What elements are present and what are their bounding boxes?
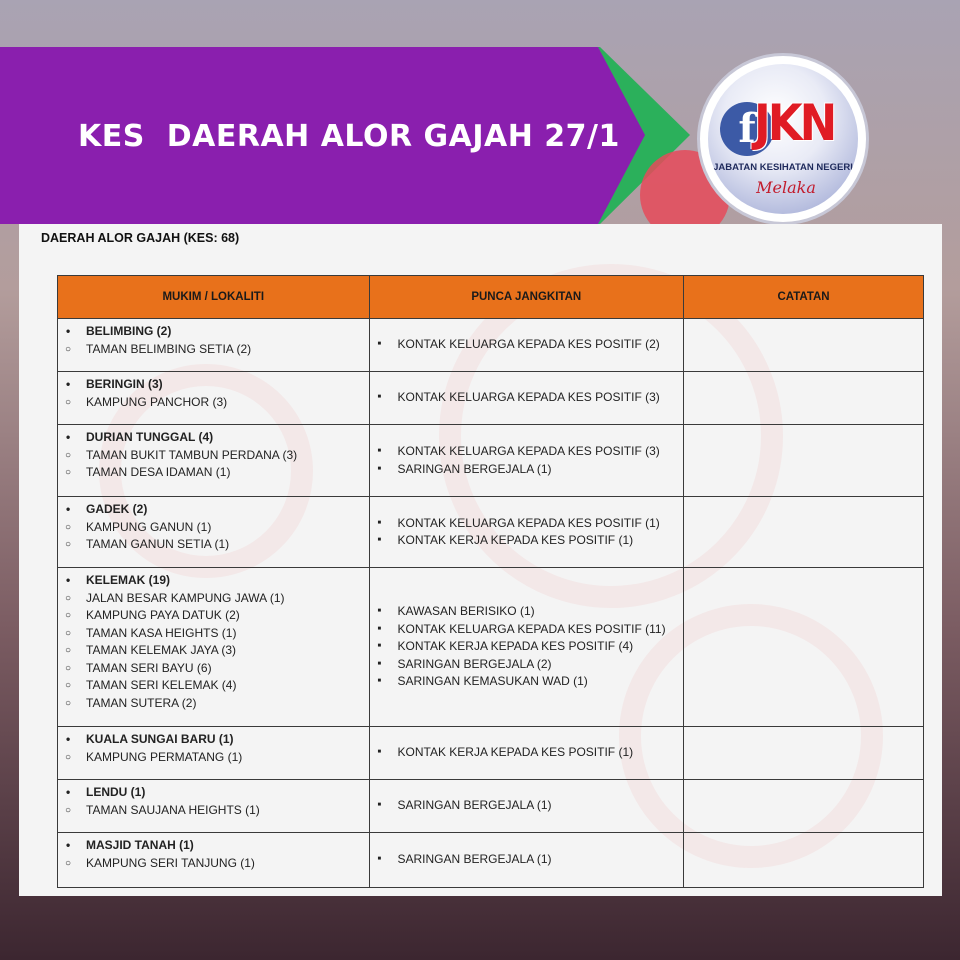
cause-cell xyxy=(369,372,684,425)
cause-item: ■ KONTAK KERJA KEPADA KES POSITIF (4) xyxy=(378,638,678,656)
cause-item: ■ KAWASAN BERISIKO (1) xyxy=(378,603,678,621)
locality-item: ○ TAMAN SAUJANA HEIGHTS (1) xyxy=(66,802,363,820)
cause-cell xyxy=(369,319,684,372)
jkn-logo xyxy=(700,56,866,222)
cause-item: ■ SARINGAN BERGEJALA (1) xyxy=(378,797,678,815)
table-header-row xyxy=(58,276,924,319)
mukim-name: • DURIAN TUNGGAL (4) xyxy=(66,429,363,447)
mukim-cell xyxy=(58,319,370,372)
mukim-cell xyxy=(58,372,370,425)
mukim-cell xyxy=(58,833,370,888)
case-document xyxy=(19,224,942,896)
mukim-cell xyxy=(58,497,370,568)
mukim-name: • KELEMAK (19) xyxy=(66,572,363,590)
column-header-punca: PUNCA JANGKITAN xyxy=(369,276,684,319)
logo-text: JKN xyxy=(754,94,835,152)
mukim-name: • BELIMBING (2) xyxy=(66,323,363,341)
cause-item: ■ SARINGAN BERGEJALA (1) xyxy=(378,851,678,869)
mukim-name: • KUALA SUNGAI BARU (1) xyxy=(66,731,363,749)
mukim-cell xyxy=(58,568,370,727)
table-row xyxy=(58,727,924,780)
locality-item: ○ KAMPUNG PERMATANG (1) xyxy=(66,749,363,767)
column-header-catatan: CATATAN xyxy=(684,276,924,319)
case-table xyxy=(57,275,924,888)
table-row xyxy=(58,568,924,727)
cause-cell xyxy=(369,497,684,568)
locality-item: ○ JALAN BESAR KAMPUNG JAWA (1) xyxy=(66,590,363,608)
notes-cell xyxy=(684,780,924,833)
cause-item: ■ KONTAK KELUARGA KEPADA KES POSITIF (1) xyxy=(378,515,678,533)
cause-item: ■ KONTAK KERJA KEPADA KES POSITIF (1) xyxy=(378,744,678,762)
logo-script: Melaka xyxy=(756,178,816,197)
cause-item: ■ KONTAK KELUARGA KEPADA KES POSITIF (2) xyxy=(378,336,678,354)
locality-item: ○ KAMPUNG SERI TANJUNG (1) xyxy=(66,855,363,873)
locality-item: ○ TAMAN SERI BAYU (6) xyxy=(66,660,363,678)
cause-item: ■ SARINGAN BERGEJALA (1) xyxy=(378,461,678,479)
notes-cell xyxy=(684,319,924,372)
facebook-icon: f xyxy=(720,102,774,156)
cause-cell xyxy=(369,425,684,497)
cause-item: ■ KONTAK KELUARGA KEPADA KES POSITIF (3) xyxy=(378,389,678,407)
table-row xyxy=(58,425,924,497)
column-header-mukim: MUKIM / LOKALITI xyxy=(58,276,370,319)
locality-item: ○ TAMAN BELIMBING SETIA (2) xyxy=(66,341,363,359)
cause-item: ■ KONTAK KERJA KEPADA KES POSITIF (1) xyxy=(378,532,678,550)
table-row xyxy=(58,372,924,425)
table-row xyxy=(58,497,924,568)
locality-item: ○ TAMAN DESA IDAMAN (1) xyxy=(66,464,363,482)
mukim-name: • BERINGIN (3) xyxy=(66,376,363,394)
notes-cell xyxy=(684,425,924,497)
mukim-name: • LENDU (1) xyxy=(66,784,363,802)
cause-item: ■ KONTAK KELUARGA KEPADA KES POSITIF (11) xyxy=(378,621,678,639)
mukim-cell xyxy=(58,727,370,780)
notes-cell xyxy=(684,727,924,780)
cause-cell xyxy=(369,727,684,780)
cause-item: ■ KONTAK KELUARGA KEPADA KES POSITIF (3) xyxy=(378,443,678,461)
notes-cell xyxy=(684,372,924,425)
table-row xyxy=(58,833,924,888)
locality-item: ○ KAMPUNG PANCHOR (3) xyxy=(66,394,363,412)
locality-item: ○ TAMAN KASA HEIGHTS (1) xyxy=(66,625,363,643)
locality-item: ○ TAMAN BUKIT TAMBUN PERDANA (3) xyxy=(66,447,363,465)
notes-cell xyxy=(684,497,924,568)
cause-cell xyxy=(369,833,684,888)
mukim-name: • MASJID TANAH (1) xyxy=(66,837,363,855)
cause-cell xyxy=(369,568,684,727)
locality-item: ○ TAMAN GANUN SETIA (1) xyxy=(66,536,363,554)
notes-cell xyxy=(684,568,924,727)
locality-item: ○ KAMPUNG PAYA DATUK (2) xyxy=(66,607,363,625)
cause-cell xyxy=(369,780,684,833)
locality-item: ○ TAMAN SERI KELEMAK (4) xyxy=(66,677,363,695)
banner-title: KES DAERAH ALOR GAJAH 27/1 xyxy=(78,119,620,154)
mukim-cell xyxy=(58,780,370,833)
locality-item: ○ TAMAN KELEMAK JAYA (3) xyxy=(66,642,363,660)
cause-item: ■ SARINGAN BERGEJALA (2) xyxy=(378,656,678,674)
locality-item: ○ TAMAN SUTERA (2) xyxy=(66,695,363,713)
mukim-name: • GADEK (2) xyxy=(66,501,363,519)
table-row xyxy=(58,319,924,372)
mukim-cell xyxy=(58,425,370,497)
table-row xyxy=(58,780,924,833)
logo-subtitle: JABATAN KESIHATAN NEGERI xyxy=(713,162,853,173)
notes-cell xyxy=(684,833,924,888)
cause-item: ■ SARINGAN KEMASUKAN WAD (1) xyxy=(378,673,678,691)
district-heading: DAERAH ALOR GAJAH (KES: 68) xyxy=(41,231,240,245)
locality-item: ○ KAMPUNG GANUN (1) xyxy=(66,519,363,537)
